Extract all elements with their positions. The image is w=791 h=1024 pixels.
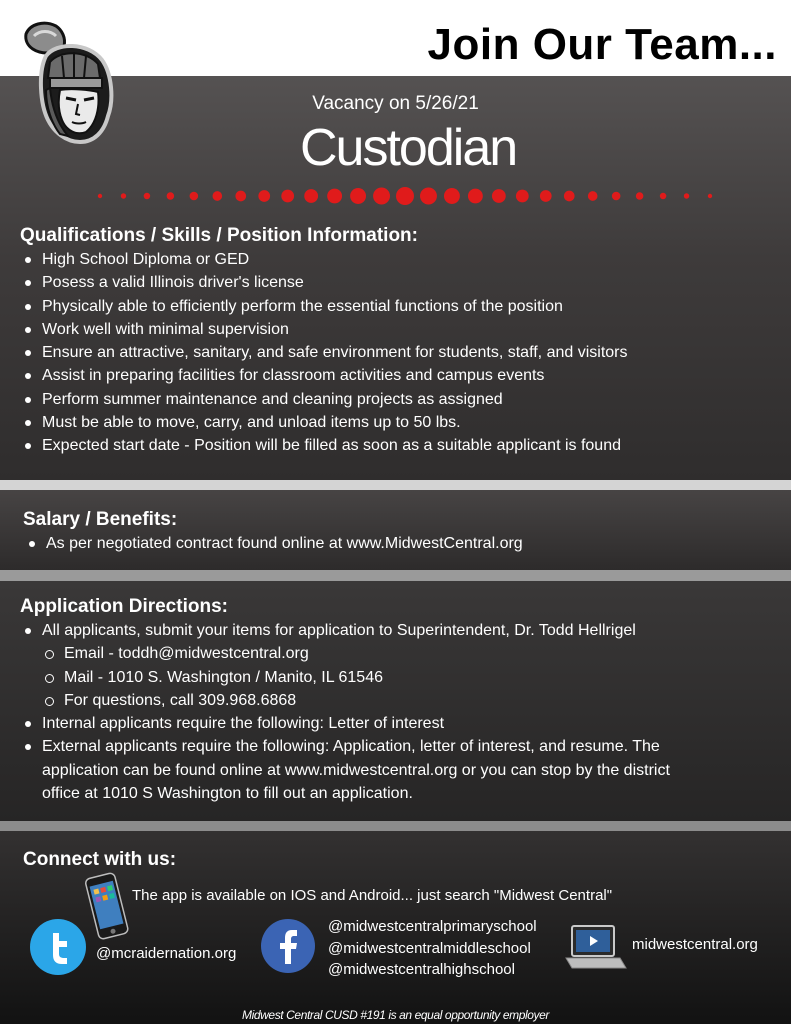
divider: [0, 480, 791, 490]
decorative-dot: [708, 194, 712, 198]
connect-heading: Connect with us:: [23, 849, 177, 870]
external-line: application can be found online at www.midwestcentral.org or you can stop by the district: [42, 761, 670, 779]
decorative-dot: [373, 188, 390, 205]
list-item: Expected start date - Position will be filled as soon as a suitable applicant is found: [20, 434, 627, 457]
list-item: Ensure an attractive, sanitary, and safe environment for students, staff, and visitors: [20, 341, 627, 364]
list-item: All applicants, submit your items for application to Superintendent, Dr. Todd Hellrigel: [20, 619, 670, 642]
decorative-dot: [121, 193, 126, 198]
mail-item: Mail - 1010 S. Washington / Manito, IL 61546: [20, 666, 670, 689]
decorative-dot: [636, 192, 644, 200]
decorative-dot: [281, 190, 294, 203]
decorative-dot: [420, 188, 437, 205]
decorative-dot: [327, 189, 342, 204]
decorative-dot: [304, 189, 318, 203]
facebook-handle-primary[interactable]: @midwestcentralprimaryschool: [328, 918, 537, 935]
list-item: Must be able to move, carry, and unload items up to 50 lbs.: [20, 411, 627, 434]
decorative-dot: [444, 188, 460, 204]
list-item: High School Diploma or GED: [20, 248, 627, 271]
decorative-dot: [684, 193, 689, 198]
list-item: Physically able to efficiently perform the essential functions of the position: [20, 295, 627, 318]
salary-heading: Salary / Benefits:: [23, 509, 178, 530]
list-item: Assist in preparing facilities for classroom activities and campus events: [20, 364, 627, 387]
decorative-dot: [167, 192, 175, 200]
list-item: Posess a valid Illinois driver's license: [20, 271, 627, 294]
phone-item: For questions, call 309.968.6868: [20, 689, 670, 712]
decorative-dot: [258, 190, 270, 202]
decorative-dot: [396, 187, 414, 205]
smartphone-icon: [80, 871, 134, 943]
decorative-dot: [588, 191, 598, 201]
facebook-f-icon[interactable]: [260, 918, 316, 974]
decorative-dot: [468, 189, 483, 204]
decorative-dot-row: [90, 184, 720, 208]
page-headline: Join Our Team...: [427, 20, 777, 69]
list-item: As per negotiated contract found online at www.MidwestCentral.org: [24, 532, 523, 555]
list-item: Perform summer maintenance and cleaning projects as assigned: [20, 388, 627, 411]
twitter-bird-icon[interactable]: [29, 918, 87, 976]
app-availability-text: The app is available on IOS and Android... just search "Midwest Central": [132, 887, 613, 904]
twitter-handle[interactable]: @mcraidernation.org: [96, 945, 237, 962]
equal-opportunity-note: Midwest Central CUSD #191 is an equal opportunity employer: [242, 1008, 549, 1022]
divider: [0, 570, 791, 581]
external-line: office at 1010 S Washington to fill out an application.: [42, 785, 413, 803]
decorative-dot: [516, 190, 529, 203]
facebook-handle-high[interactable]: @midwestcentralhighschool: [328, 961, 515, 978]
website-link[interactable]: midwestcentral.org: [632, 936, 758, 953]
facebook-handle-middle[interactable]: @midwestcentralmiddleschool: [328, 939, 531, 957]
decorative-dot: [612, 192, 621, 201]
decorative-dot: [98, 194, 102, 198]
decorative-dot: [350, 188, 366, 204]
email-item: Email - toddh@midwestcentral.org: [20, 642, 670, 665]
decorative-dot: [235, 191, 246, 202]
decorative-dot: [212, 191, 222, 201]
qualifications-list: [20, 248, 627, 458]
decorative-dot: [564, 191, 575, 202]
facebook-handles: [328, 916, 537, 981]
list-item: Work well with minimal supervision: [20, 318, 627, 341]
application-heading: Application Directions:: [20, 596, 228, 617]
decorative-dot: [540, 190, 552, 202]
salary-list: [24, 532, 523, 555]
qualifications-heading: Qualifications / Skills / Position Information:: [20, 225, 418, 246]
laptop-icon: [564, 922, 628, 974]
divider: [0, 821, 791, 831]
decorative-dot: [190, 192, 199, 201]
decorative-dot: [660, 193, 666, 199]
application-list: [20, 619, 670, 805]
decorative-dot: [144, 193, 150, 199]
knight-helmet-icon: [16, 16, 120, 148]
list-item: Internal applicants require the following: Letter of interest: [20, 712, 670, 735]
external-line: External applicants require the following: Application, letter of interest, and resume. The: [42, 738, 660, 756]
job-title: Custodian: [300, 119, 517, 177]
vacancy-date: Vacancy on 5/26/21: [312, 93, 479, 114]
list-item: [20, 735, 670, 805]
decorative-dot: [492, 189, 506, 203]
